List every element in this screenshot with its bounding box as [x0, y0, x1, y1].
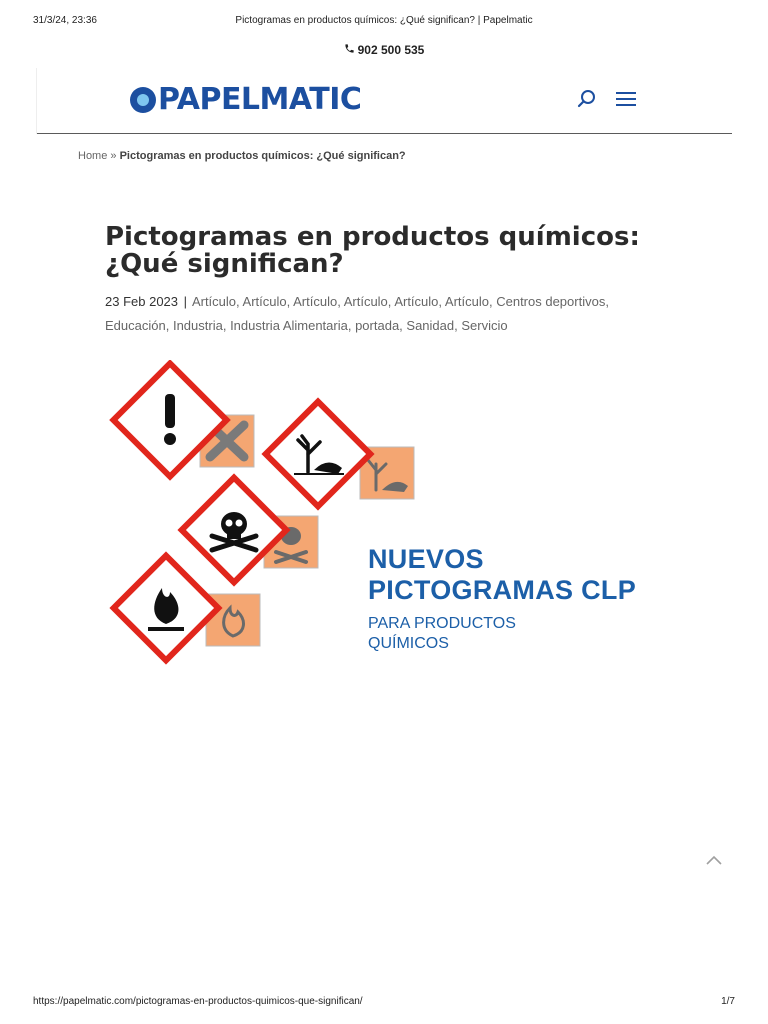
category-link[interactable]: Artículo	[444, 294, 489, 309]
category-link[interactable]: Artículo	[293, 294, 338, 309]
site-header	[36, 68, 732, 134]
print-datetime: 31/3/24, 23:36	[33, 15, 97, 26]
category-link[interactable]: Servicio	[461, 318, 508, 333]
category-link[interactable]: Sanidad	[406, 318, 455, 333]
meta-separator: |	[183, 294, 188, 309]
hero-headline-line2: PICTOGRAMAS CLP	[368, 575, 637, 605]
site-logo[interactable]	[130, 82, 361, 118]
phone-icon	[344, 43, 355, 57]
chevron-up-icon	[704, 852, 724, 868]
category-link[interactable]: Industria Alimentaria	[230, 318, 348, 333]
breadcrumb	[78, 150, 406, 162]
logo-mark-icon	[130, 87, 156, 113]
category-link[interactable]: Artículo	[394, 294, 439, 309]
phone-link[interactable]	[0, 43, 768, 57]
print-page-number: 1/7	[721, 996, 735, 1007]
environment-hazard-icon	[266, 402, 371, 507]
hero-sub-line2: QUÍMICOS	[368, 635, 449, 652]
scroll-to-top-button[interactable]	[704, 852, 724, 868]
post-meta	[105, 290, 665, 338]
category-link[interactable]: Industria	[172, 318, 223, 333]
breadcrumb-current: Pictogramas en productos químicos: ¿Qué significan?	[119, 150, 406, 162]
category-link[interactable]: Artículo	[343, 294, 388, 309]
category-link[interactable]: Educación	[105, 318, 166, 333]
search-button[interactable]	[576, 88, 598, 110]
phone-number: 902 500 535	[357, 43, 425, 57]
category-link[interactable]: Artículo	[191, 294, 237, 309]
hero-sub-line1: PARA PRODUCTOS	[368, 615, 516, 632]
post-date: 23 Feb 2023	[105, 294, 179, 309]
category-link[interactable]: portada	[355, 318, 400, 333]
print-url: https://papelmatic.com/pictogramas-en-productos-quimicos-que-significan/	[33, 996, 363, 1007]
category-link[interactable]: Artículo	[242, 294, 287, 309]
print-page-title: Pictogramas en productos químicos: ¿Qué significan? | Papelmatic	[235, 15, 533, 26]
category-link[interactable]: Centros deportivos	[496, 294, 606, 309]
hamburger-menu-icon	[614, 88, 638, 110]
header-divider	[36, 68, 37, 134]
logo-wordmark: PAPELMATIC	[158, 82, 362, 117]
breadcrumb-separator: »	[110, 150, 117, 162]
hero-headline	[368, 544, 636, 606]
hero-subheadline	[368, 614, 516, 654]
category-list: Artículo, Artículo, Artículo, Artículo, Artículo, Artículo, Centros deportivos, Educación, Industria, Industria Alimentaria, portada, Sanidad, Servicio	[105, 294, 609, 333]
flame-icon	[114, 556, 219, 661]
breadcrumb-home-link[interactable]: Home	[78, 150, 108, 162]
post-title: Pictogramas en productos químicos: ¿Qué significan?	[105, 222, 640, 279]
menu-button[interactable]	[614, 88, 638, 110]
search-icon	[576, 88, 598, 110]
hero-headline-line1: NUEVOS	[368, 544, 484, 574]
